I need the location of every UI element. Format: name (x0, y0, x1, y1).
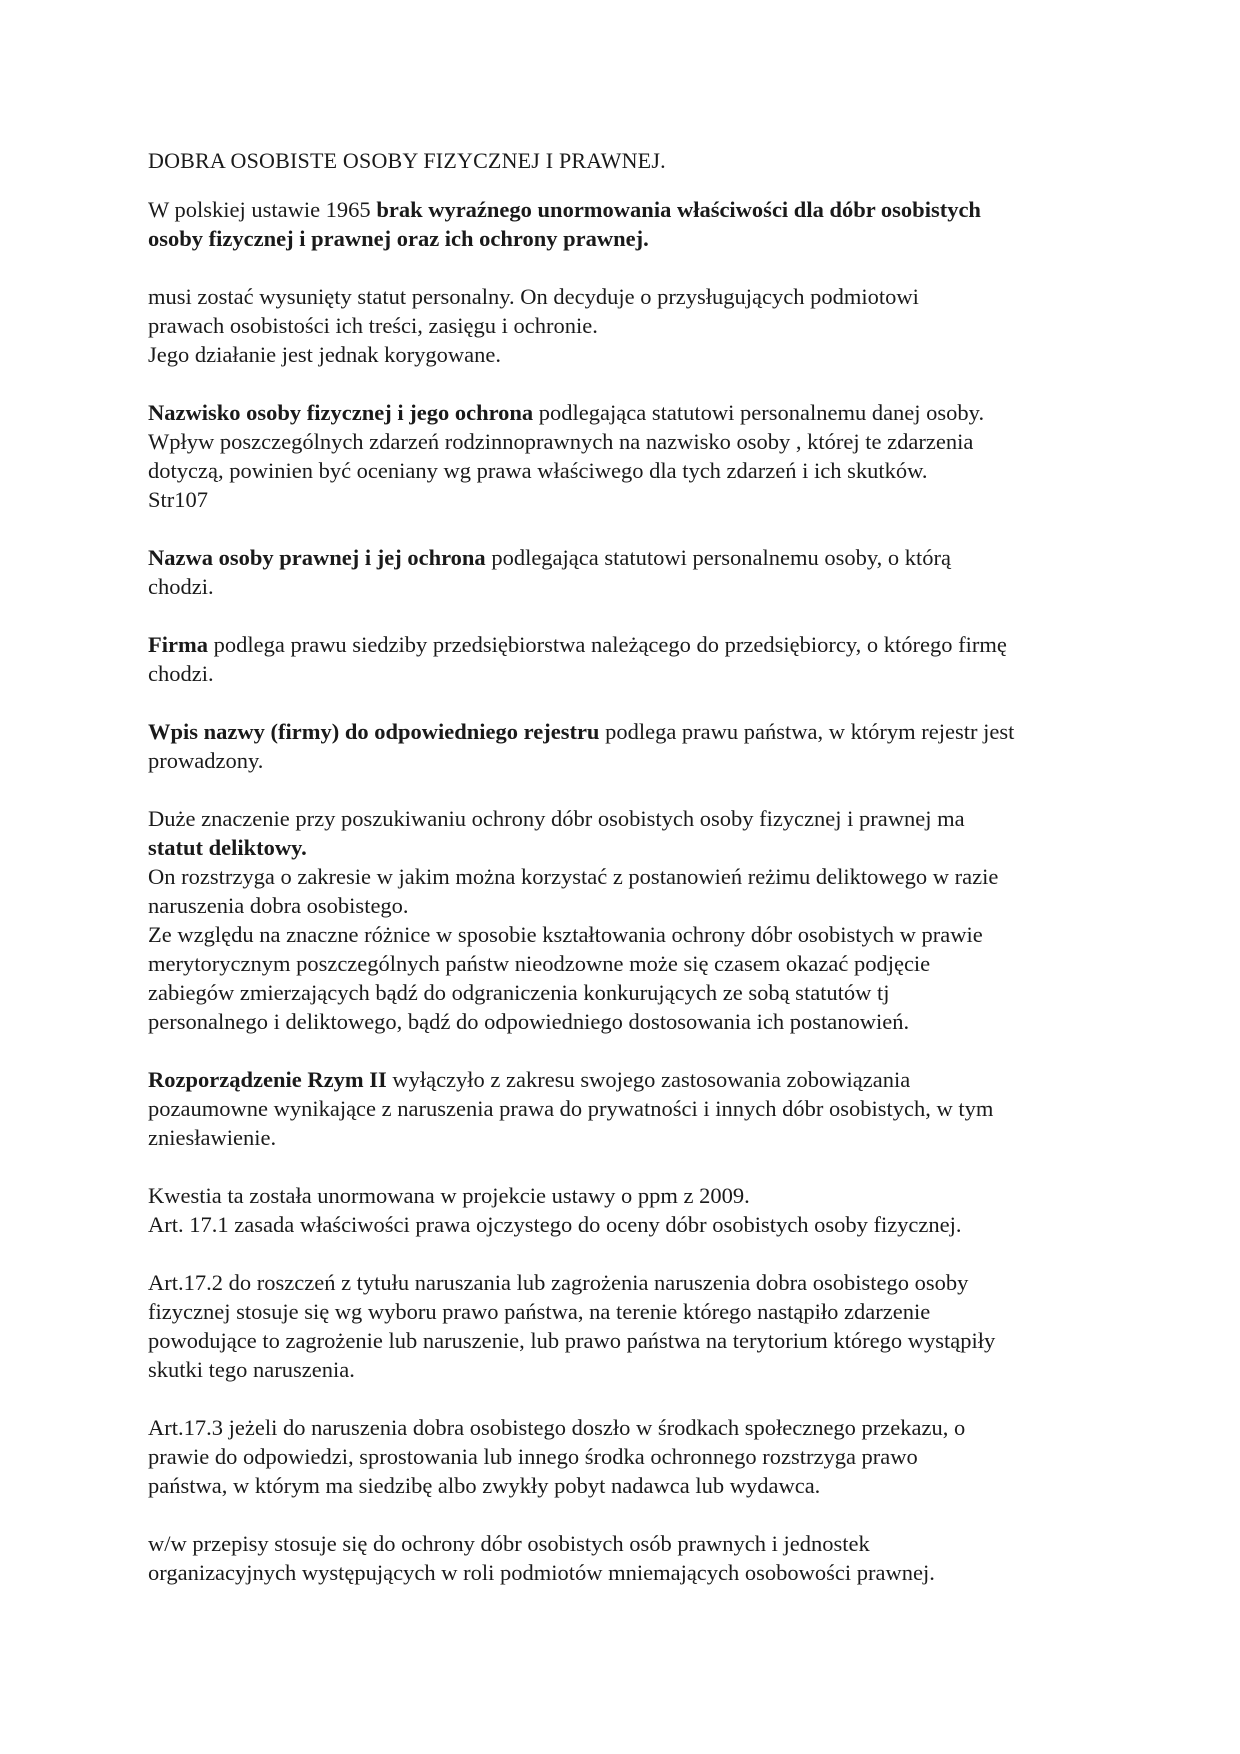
paragraph-8-line-1 (148, 1065, 1108, 1094)
paragraph-10-line-2: fizycznej stosuje się wg wyboru prawo państwa, na terenie którego nastąpiło zdarzenie (148, 1299, 931, 1324)
paragraph-10-line-4: skutki tego naruszenia. (148, 1357, 355, 1382)
paragraph-4-bold: Nazwa osoby prawnej i jej ochrona (148, 545, 486, 570)
document-title: DOBRA OSOBISTE OSOBY FIZYCZNEJ I PRAWNEJ. (148, 148, 666, 173)
paragraph-8-rest: wyłączyło z zakresu swojego zastosowania zobowiązania (386, 1067, 911, 1092)
paragraph-8-line-2: pozaumowne wynikające z naruszenia prawa do prywatności i innych dóbr osobistych, w tym (148, 1096, 994, 1121)
paragraph-5-bold: Firma (148, 632, 208, 657)
paragraph-5-rest: podlega prawu siedziby przedsiębiorstwa należącego do przedsiębiorcy, o którego firmę chodzi. (148, 632, 1007, 686)
paragraph-5 (148, 630, 1048, 688)
paragraph-7 (148, 804, 1108, 1036)
paragraph-7-line-4: naruszenia dobra osobistego. (148, 893, 409, 918)
paragraph-8-bold: Rozporządzenie Rzym II (148, 1067, 387, 1092)
paragraph-3-line-2: Wpływ poszczególnych zdarzeń rodzinnoprawnych na nazwisko osoby , której te zdarzenia (148, 429, 974, 454)
paragraph-12-line-2: organizacyjnych występujących w roli podmiotów mniemających osobowości prawnej. (148, 1560, 935, 1585)
paragraph-9-line-2: Art. 17.1 zasada właściwości prawa ojczystego do oceny dóbr osobistych osoby fizycznej. (148, 1212, 962, 1237)
paragraph-2-line-2: prawach osobistości ich treści, zasięgu i ochronie. (148, 313, 598, 338)
paragraph-7-bold: statut deliktowy. (148, 835, 307, 860)
paragraph-3-bold: Nazwisko osoby fizycznej i jego ochrona (148, 400, 534, 425)
document-page (148, 146, 1108, 1616)
paragraph-4 (148, 543, 978, 601)
paragraph-11-line-3: państwa, w którym ma siedzibę albo zwykły pobyt nadawca lub wydawca. (148, 1473, 821, 1498)
paragraph-6-rest: podlega prawu państwa, w którym rejestr jest prowadzony. (148, 719, 1015, 773)
paragraph-6-bold: Wpis nazwy (firmy) do odpowiedniego rejestru (148, 719, 600, 744)
paragraph-12-line-1: w/w przepisy stosuje się do ochrony dóbr osobistych osób prawnych i jednostek (148, 1531, 870, 1556)
paragraph-7-line-8: personalnego i deliktowego, bądź do odpowiedniego dostosowania ich postanowień. (148, 1009, 910, 1034)
paragraph-3-line-3: dotyczą, powinien być oceniany wg prawa właściwego dla tych zdarzeń i ich skutków. (148, 458, 928, 483)
paragraph-11-line-1: Art.17.3 jeżeli do naruszenia dobra osobistego doszło w środkach społecznego przekazu, o (148, 1415, 966, 1440)
paragraph-2 (148, 282, 1108, 369)
paragraph-11 (148, 1413, 1108, 1500)
paragraph-9-line-1: Kwestia ta została unormowana w projekcie ustawy o ppm z 2009. (148, 1183, 750, 1208)
paragraph-10-line-3: powodujące to zagrożenie lub naruszenie, lub prawo państwa na terytorium którego wystąpiły (148, 1328, 996, 1353)
paragraph-3-line-1 (148, 398, 1108, 427)
paragraph-10 (148, 1268, 1108, 1384)
paragraph-8 (148, 1065, 1108, 1152)
paragraph-10-line-1: Art.17.2 do roszczeń z tytułu naruszania lub zagrożenia naruszenia dobra osobistego osoby (148, 1270, 969, 1295)
paragraph-9 (148, 1181, 1108, 1239)
paragraph-12 (148, 1529, 1108, 1587)
paragraph-7-line-1: Duże znaczenie przy poszukiwaniu ochrony dóbr osobistych osoby fizycznej i prawnej ma (148, 806, 965, 831)
paragraph-4-rest: podlegająca statutowi personalnemu osoby, o którą chodzi. (148, 545, 951, 599)
paragraph-3-line-4: Str107 (148, 487, 209, 512)
paragraph-2-line-1: musi zostać wysunięty statut personalny. On decyduje o przysługujących podmiotowi (148, 284, 919, 309)
paragraph-11-line-2: prawie do odpowiedzi, sprostowania lub innego środka ochronnego rozstrzyga prawo (148, 1444, 918, 1469)
paragraph-7-line-7: zabiegów zmierzających bądź do odgraniczenia konkurujących ze sobą statutów tj (148, 980, 890, 1005)
paragraph-1-bold: brak wyraźnego unormowania właściwości dla dóbr osobistych osoby fizycznej i prawnej oraz ich ochrony prawnej. (148, 197, 981, 251)
paragraph-6 (148, 717, 1078, 775)
paragraph-7-line-3: On rozstrzyga o zakresie w jakim można korzystać z postanowień reżimu deliktowego w razie (148, 864, 999, 889)
paragraph-1 (148, 195, 1008, 253)
paragraph-8-line-3: zniesławienie. (148, 1125, 277, 1150)
paragraph-7-line-6: merytorycznym poszczególnych państw nieodzowne może się czasem okazać podjęcie (148, 951, 931, 976)
paragraph-2-line-3: Jego działanie jest jednak korygowane. (148, 342, 502, 367)
paragraph-3 (148, 398, 1108, 514)
paragraph-7-line-5: Ze względu na znaczne różnice w sposobie kształtowania ochrony dóbr osobistych w prawie (148, 922, 983, 947)
paragraph-3-rest: podlegająca statutowi personalnemu danej osoby. (533, 400, 985, 425)
paragraph-1-plain: W polskiej ustawie 1965 (148, 197, 377, 222)
